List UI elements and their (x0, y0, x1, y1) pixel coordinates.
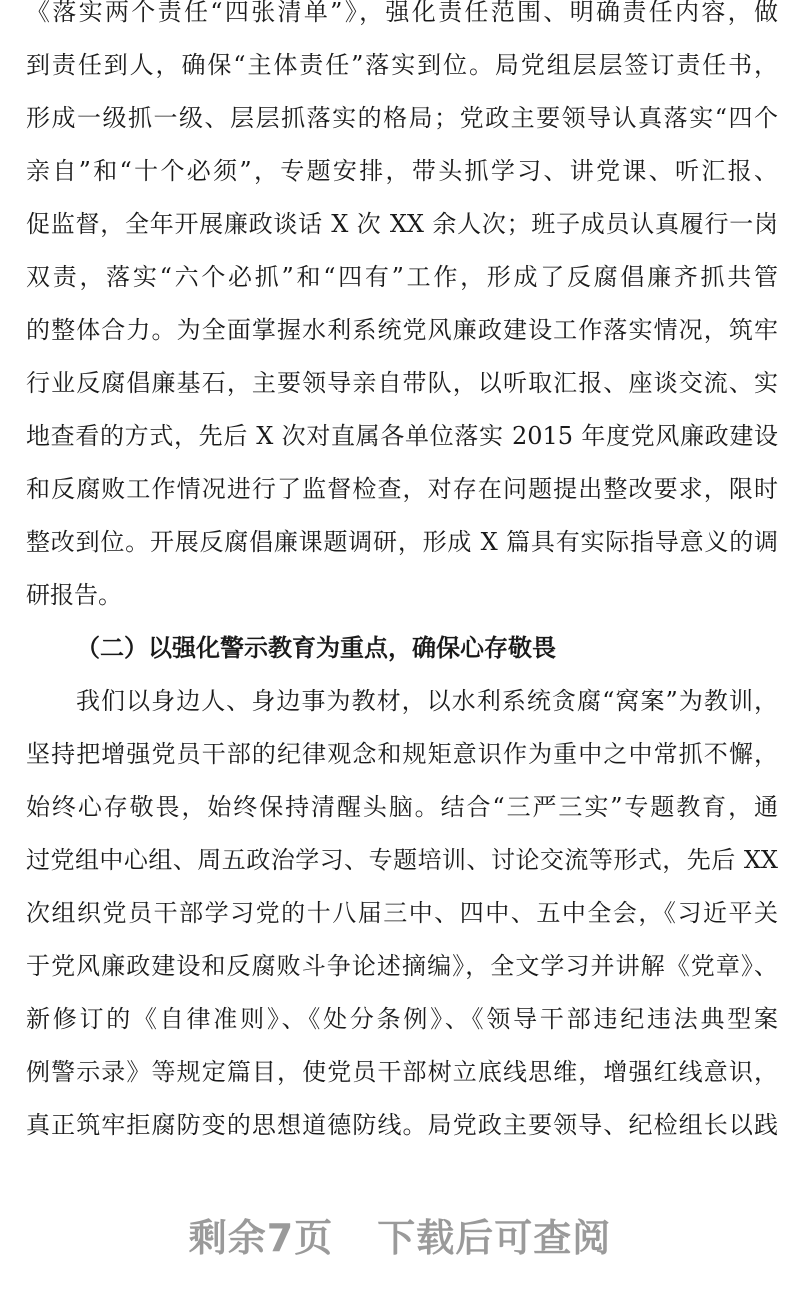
text-line: 形成一级抓一级、层层抓落实的格局；党政主要领导认真落实“四个 (26, 104, 778, 132)
text-line: 促监督，全年开展廉政谈话 X 次 XX 余人次；班子成员认真履行一岗 (26, 210, 778, 238)
text-line: 次组织党员干部学习党的十八届三中、四中、五中全会，《习近平关 (26, 899, 778, 927)
text-line: 于党风廉政建设和反腐败斗争论述摘编》，全文学习并讲解《党章》、 (26, 952, 778, 980)
text-line: 例警示录》等规定篇目，使党员干部树立底线思维，增强红线意识， (26, 1058, 778, 1086)
text-line: 和反腐败工作情况进行了监督检查，对存在问题提出整改要求，限时 (26, 475, 778, 503)
download-prompt-banner[interactable] (0, 1208, 800, 1268)
text-line: 研报告。 (26, 581, 122, 609)
text-line: 到责任到人，确保“主体责任”落实到位。局党组层层签订责任书， (26, 51, 778, 79)
text-line: 行业反腐倡廉基石，主要领导亲自带队，以听取汇报、座谈交流、实 (26, 369, 778, 397)
text-line: 真正筑牢拒腐防变的思想道德防线。局党政主要领导、纪检组长以践 (26, 1111, 778, 1139)
paragraph-1 (26, 0, 778, 622)
text-line: 《落实两个责任“四张清单”》，强化责任范围、明确责任内容，做 (26, 0, 778, 26)
text-line: 双责，落实“六个必抓”和“四有”工作，形成了反腐倡廉齐抓共管 (26, 263, 778, 291)
text-line: 始终心存敬畏，始终保持清醒头脑。结合“三严三实”专题教育，通 (26, 793, 778, 821)
text-line: 亲自”和“十个必须”，专题安排，带头抓学习、讲党课、听汇报、 (26, 157, 778, 185)
text-line: 坚持把增强党员干部的纪律观念和规矩意识作为重中之中常抓不懈， (26, 740, 778, 768)
text-line: 我们以身边人、身边事为教材，以水利系统贪腐“窝案”为教训， (76, 687, 778, 715)
text-line: 过党组中心组、周五政治学习、专题培训、讨论交流等形式，先后 XX (26, 846, 778, 874)
text-line: 整改到位。开展反腐倡廉课题调研，形成 X 篇具有实际指导意义的调 (26, 528, 778, 556)
remaining-pages-label: 剩余7页 (188, 1216, 334, 1260)
text-line: 的整体合力。为全面掌握水利系统党风廉政建设工作落实情况，筑牢 (26, 316, 778, 344)
document-body (26, 0, 778, 1152)
paragraph-2 (26, 675, 778, 1152)
section-heading: （二）以强化警示教育为重点，确保心存敬畏 (76, 634, 556, 662)
text-line: 地查看的方式，先后 X 次对直属各单位落实 2015 年度党风廉政建设 (26, 422, 778, 450)
download-hint-label: 下载后可查阅 (377, 1216, 612, 1260)
text-line: 新修订的《自律准则》、《处分条例》、《领导干部违纪违法典型案 (26, 1005, 778, 1033)
